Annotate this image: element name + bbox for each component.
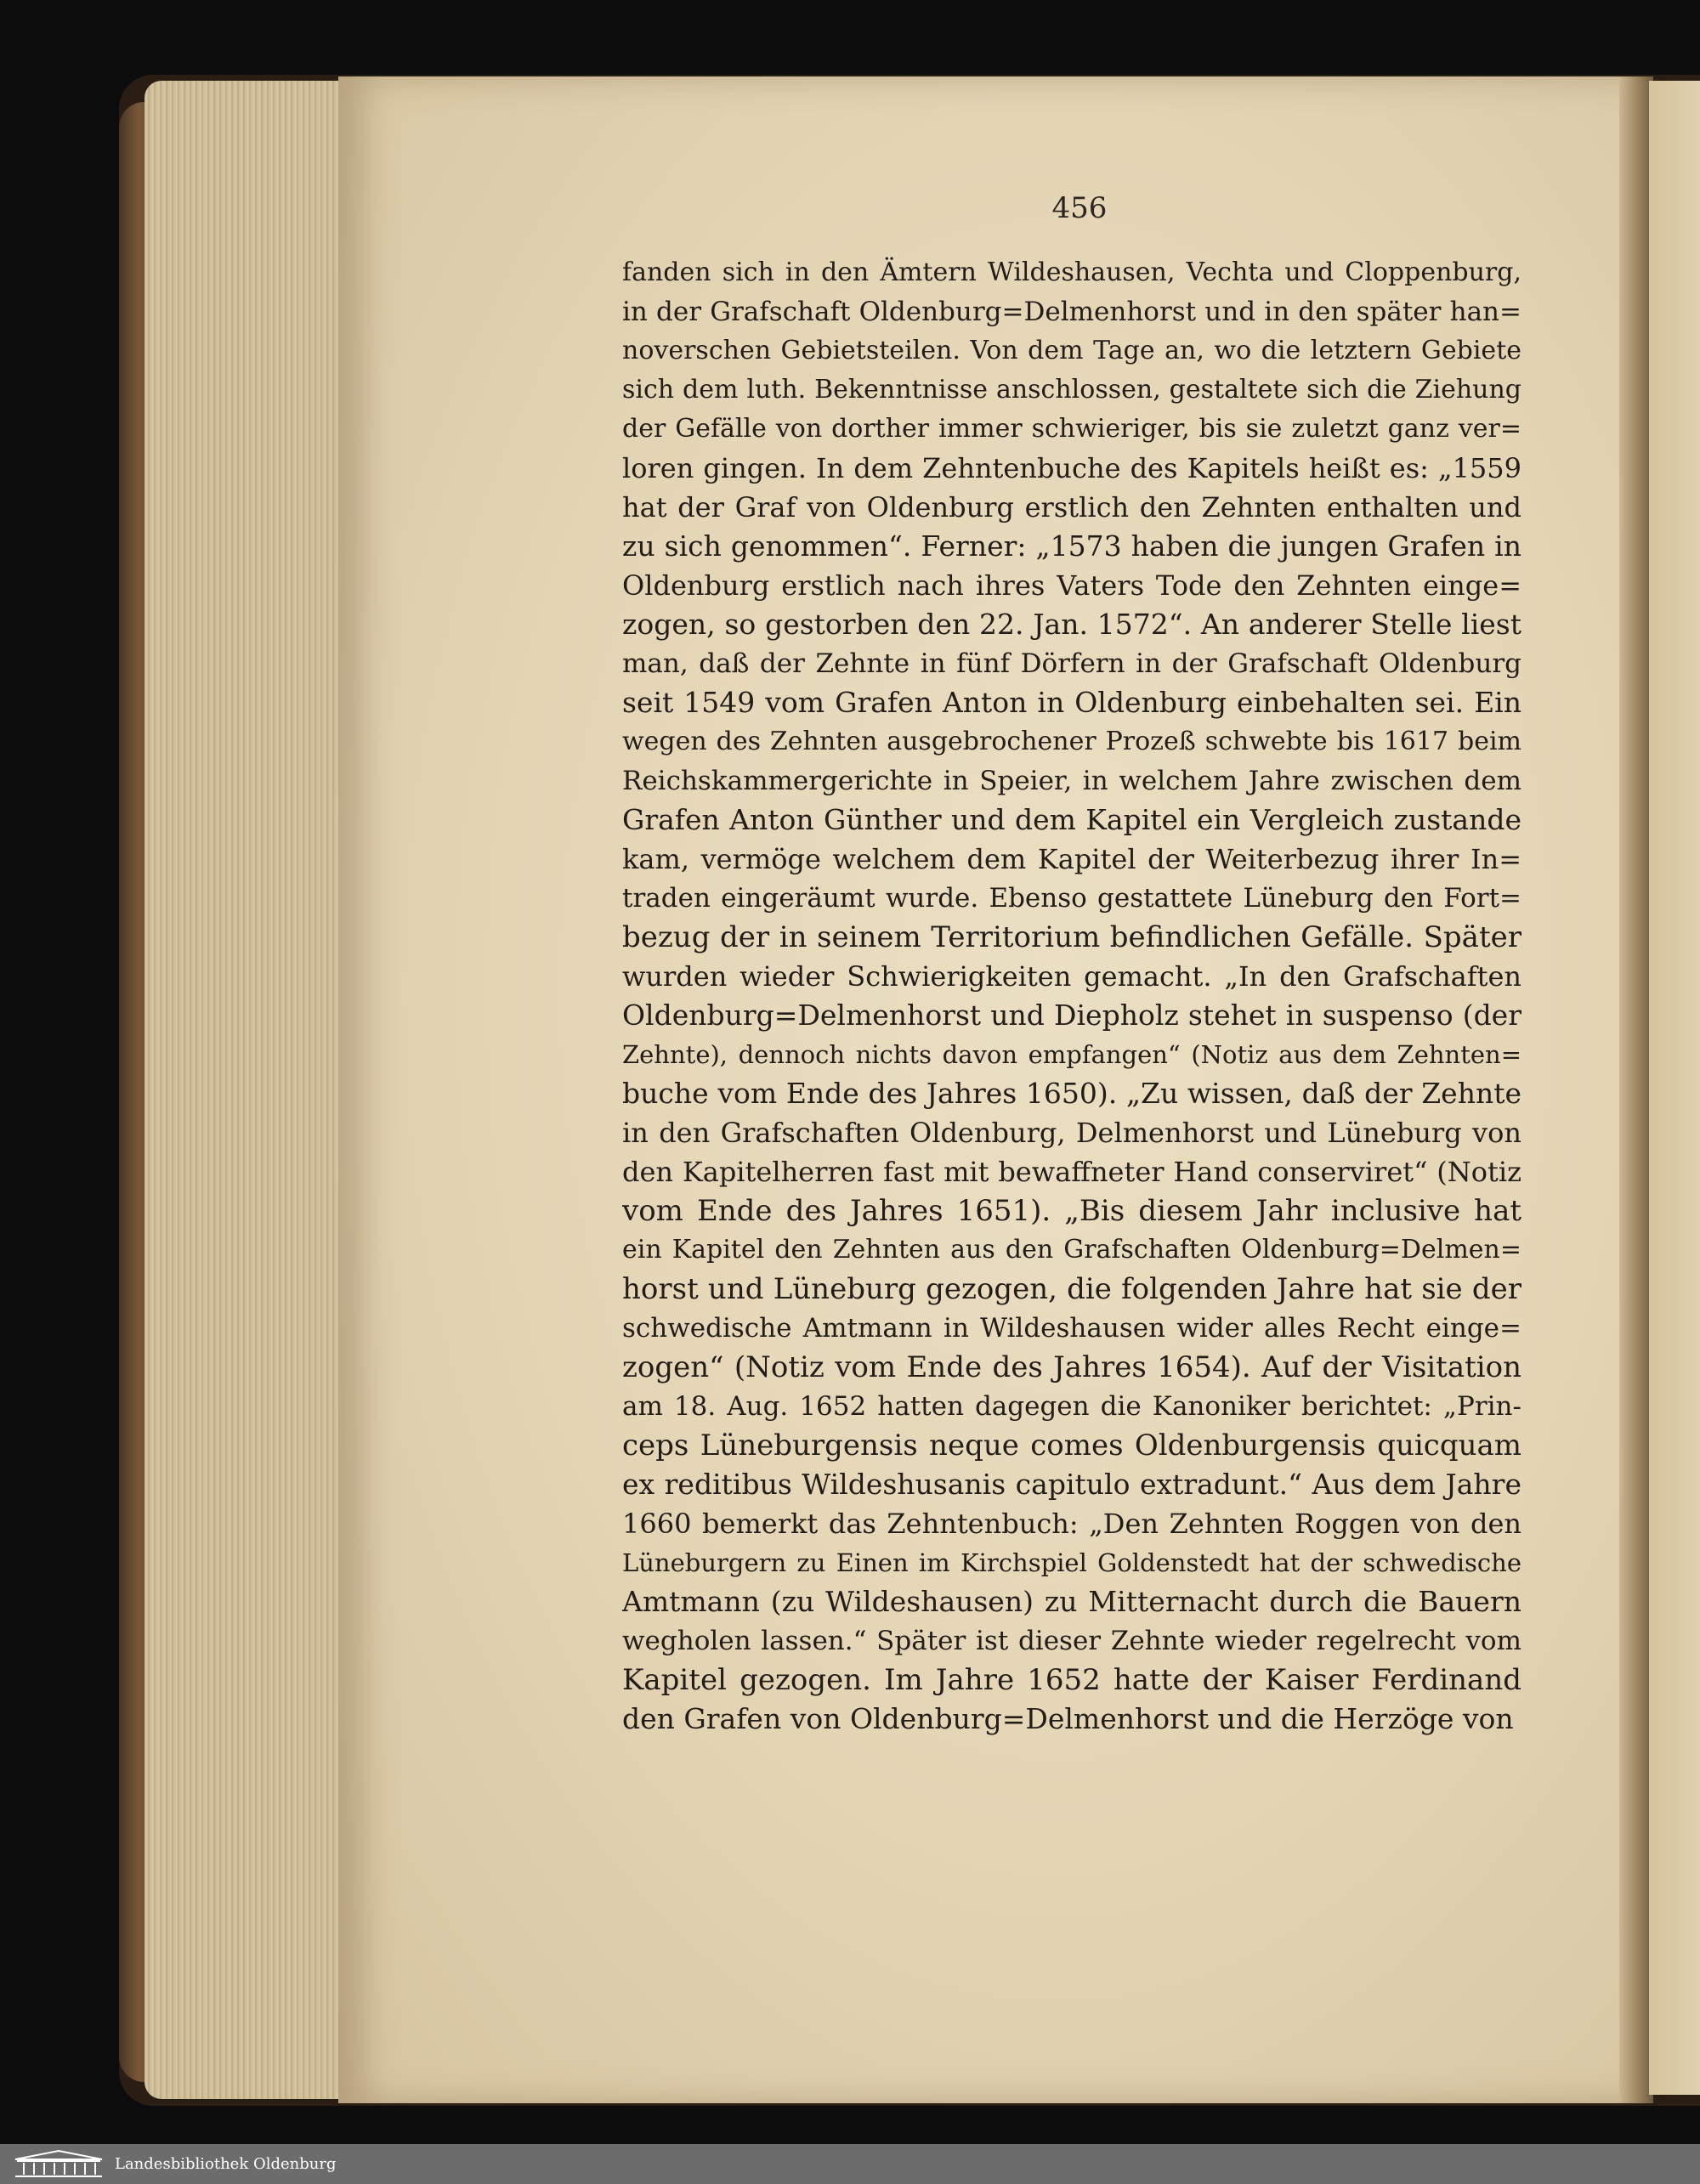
text-line: wegen des Zehnten ausgebrochener Prozeß schwebte bis 1617 beim (622, 727, 1522, 756)
text-line: Lüneburgern zu Einen im Kirchspiel Goldenstedt hat der schwedische (622, 1548, 1522, 1577)
text-line: bezug der in seinem Territorium befindlichen Gefälle. Später (622, 920, 1522, 954)
page-gutter (1619, 76, 1653, 2103)
footer-bar (0, 2144, 1700, 2184)
text-line: horst und Lüneburg gezogen, die folgenden Jahre hat sie der (622, 1272, 1522, 1306)
page-edges (144, 81, 357, 2099)
library-name: Landesbibliothek Oldenburg (115, 2155, 337, 2173)
page-number: 456 (1051, 191, 1108, 225)
text-line: zogen“ (Notiz vom Ende des Jahres 1654). Auf der Visitation (622, 1350, 1522, 1384)
library-building-icon (12, 2149, 105, 2178)
text-line: kam, vermöge welchem dem Kapitel der Weiterbezug ihrer In= (622, 843, 1522, 875)
text-line: Zehnte), dennoch nichts davon empfangen“ (Notiz aus dem Zehnten= (622, 1040, 1522, 1069)
facing-page-edge (1649, 81, 1700, 2095)
text-line: den Grafen von Oldenburg=Delmenhorst und die Herzöge von (622, 1702, 1514, 1735)
text-line: traden eingeräumt wurde. Ebenso gestattete Lüneburg den Fort= (622, 883, 1522, 914)
text-line: sich dem luth. Bekenntnisse anschlossen, gestaltete sich die Ziehung (622, 375, 1522, 405)
text-line: den Kapitelherren fast mit bewaffneter Hand conserviret“ (Notiz (622, 1156, 1522, 1188)
text-line: am 18. Aug. 1652 hatten dagegen die Kanoniker berichtet: „Prin- (622, 1391, 1522, 1422)
text-line: hat der Graf von Oldenburg erstlich den Zehnten enthalten und (622, 491, 1522, 523)
text-line: loren gingen. In dem Zehntenbuche des Kapitels heißt es: „1559 (622, 452, 1522, 484)
text-line: noverschen Gebietsteilen. Von dem Tage an, wo die letztern Gebiete (622, 336, 1522, 365)
text-line: ein Kapitel den Zehnten aus den Grafschaften Oldenburg=Delmen= (622, 1235, 1522, 1265)
text-line: Grafen Anton Günther und dem Kapitel ein Vergleich zustande (622, 803, 1522, 836)
text-line: buche vom Ende des Jahres 1650). „Zu wissen, daß der Zehnte (622, 1077, 1522, 1110)
text-line: ceps Lüneburgensis neque comes Oldenburgensis quicquam (622, 1429, 1522, 1463)
text-line: Reichskammergerichte in Speier, in welchem Jahre zwischen dem (622, 766, 1522, 796)
text-line: schwedische Amtmann in Wildeshausen wider alles Recht einge= (622, 1313, 1522, 1344)
text-line: wegholen lassen.“ Später ist dieser Zehnte wieder regelrecht vom (622, 1626, 1522, 1656)
text-line: in den Grafschaften Oldenburg, Delmenhorst und Lüneburg von (622, 1117, 1522, 1149)
text-line: Oldenburg=Delmenhorst und Diepholz stehet in suspenso (der (622, 999, 1522, 1032)
text-line: wurden wieder Schwierigkeiten gemacht. „In den Grafschaften (622, 960, 1522, 993)
text-line: zogen, so gestorben den 22. Jan. 1572“. An anderer Stelle liest (622, 608, 1522, 641)
body-text (622, 253, 1522, 1739)
text-line: Amtmann (zu Wildeshausen) zu Mitternacht durch die Bauern (622, 1585, 1522, 1618)
text-line: seit 1549 vom Grafen Anton in Oldenburg einbehalten sei. Ein (622, 686, 1522, 719)
text-line: der Gefälle von dorther immer schwieriger, bis sie zuletzt ganz ver= (622, 414, 1522, 444)
text-line: zu sich genommen“. Ferner: „1573 haben die jungen Grafen in (622, 529, 1522, 563)
text-line: in der Grafschaft Oldenburg=Delmenhorst und in den später han= (622, 297, 1522, 327)
text-line: Oldenburg erstlich nach ihres Vaters Tode den Zehnten einge= (622, 569, 1522, 602)
text-line: man, daß der Zehnte in fünf Dörfern in der Grafschaft Oldenburg (622, 648, 1522, 679)
text-line: vom Ende des Jahres 1651). „Bis diesem Jahr inclusive hat (622, 1194, 1522, 1228)
text-line: 1660 bemerkt das Zehntenbuch: „Den Zehnten Roggen von den (622, 1508, 1522, 1540)
text-line: Kapitel gezogen. Im Jahre 1652 hatte der Kaiser Ferdinand (622, 1663, 1522, 1697)
text-line: fanden sich in den Ämtern Wildeshausen, Vechta und Cloppenburg, (622, 257, 1522, 287)
text-line: ex reditibus Wildeshusanis capitulo extradunt.“ Aus dem Jahre (622, 1468, 1522, 1501)
